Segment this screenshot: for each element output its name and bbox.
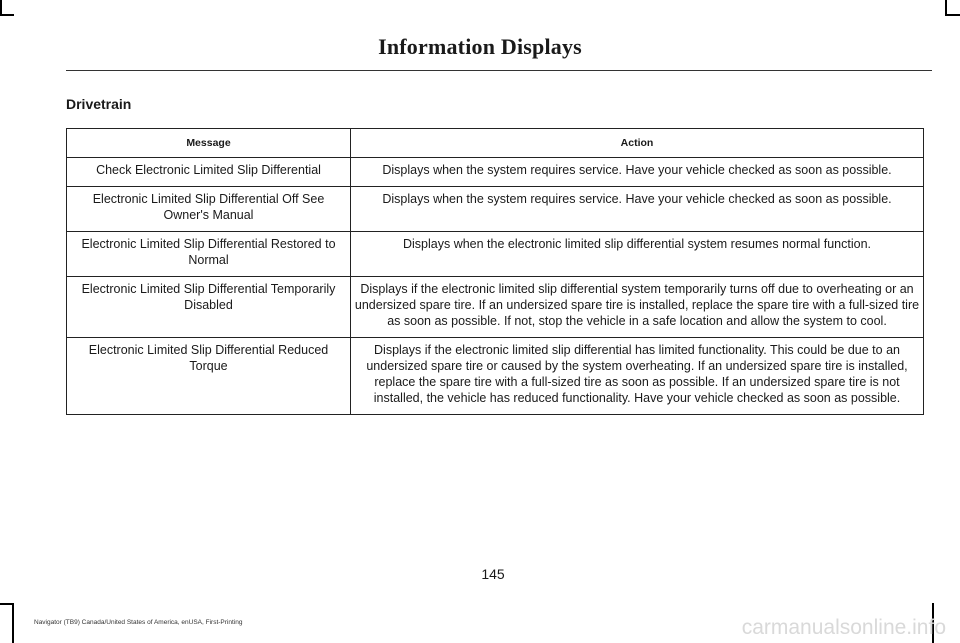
action-cell: Displays if the electronic limited slip differential has limited functionality. This could be due to an undersized spare tire or caused by the system overheating. If an undersized spare tire is installed, replace the spare tire with a full-sized tire as soon as possible. If an undersized spare tire is not installed, the vehicle has reduced functionality. Have your vehicle checked as soon as possible. <box>351 338 924 415</box>
crop-mark <box>0 0 2 15</box>
message-table <box>66 128 924 415</box>
section-heading: Drivetrain <box>66 96 132 112</box>
table-header-row <box>67 129 924 158</box>
table-row <box>67 187 924 232</box>
edition-footer: Navigator (TB9) Canada/United States of America, enUSA, First-Printing <box>34 619 243 626</box>
crop-mark <box>0 603 13 605</box>
action-cell: Displays if the electronic limited slip differential system temporarily turns off due to overheating or an undersized spare tire. If an undersized spare tire is installed, replace the spare tire with a full-sized tire as soon as possible. If not, stop the vehicle in a safe location and allow the system to cool. <box>351 277 924 338</box>
action-cell: Displays when the electronic limited slip differential system resumes normal function. <box>351 232 924 277</box>
watermark-text: carmanualsonline.info <box>741 616 946 639</box>
message-cell: Electronic Limited Slip Differential Off See Owner's Manual <box>67 187 351 232</box>
table-row <box>67 277 924 338</box>
message-cell: Electronic Limited Slip Differential Temporarily Disabled <box>67 277 351 338</box>
action-cell: Displays when the system requires service. Have your vehicle checked as soon as possible. <box>351 187 924 232</box>
column-header-message: Message <box>67 129 351 158</box>
crop-mark <box>12 603 14 643</box>
message-cell: Check Electronic Limited Slip Differential <box>67 158 351 187</box>
table-row <box>67 338 924 415</box>
action-cell: Displays when the system requires service. Have your vehicle checked as soon as possible. <box>351 158 924 187</box>
message-cell: Electronic Limited Slip Differential Restored to Normal <box>67 232 351 277</box>
crop-mark <box>945 0 947 15</box>
column-header-action: Action <box>351 129 924 158</box>
page-number: 145 <box>481 566 505 582</box>
message-cell: Electronic Limited Slip Differential Reduced Torque <box>67 338 351 415</box>
crop-mark <box>0 14 14 16</box>
page-title: Information Displays <box>378 34 582 59</box>
table-row <box>67 158 924 187</box>
crop-mark <box>945 14 960 16</box>
table-row <box>67 232 924 277</box>
title-divider <box>66 70 932 71</box>
